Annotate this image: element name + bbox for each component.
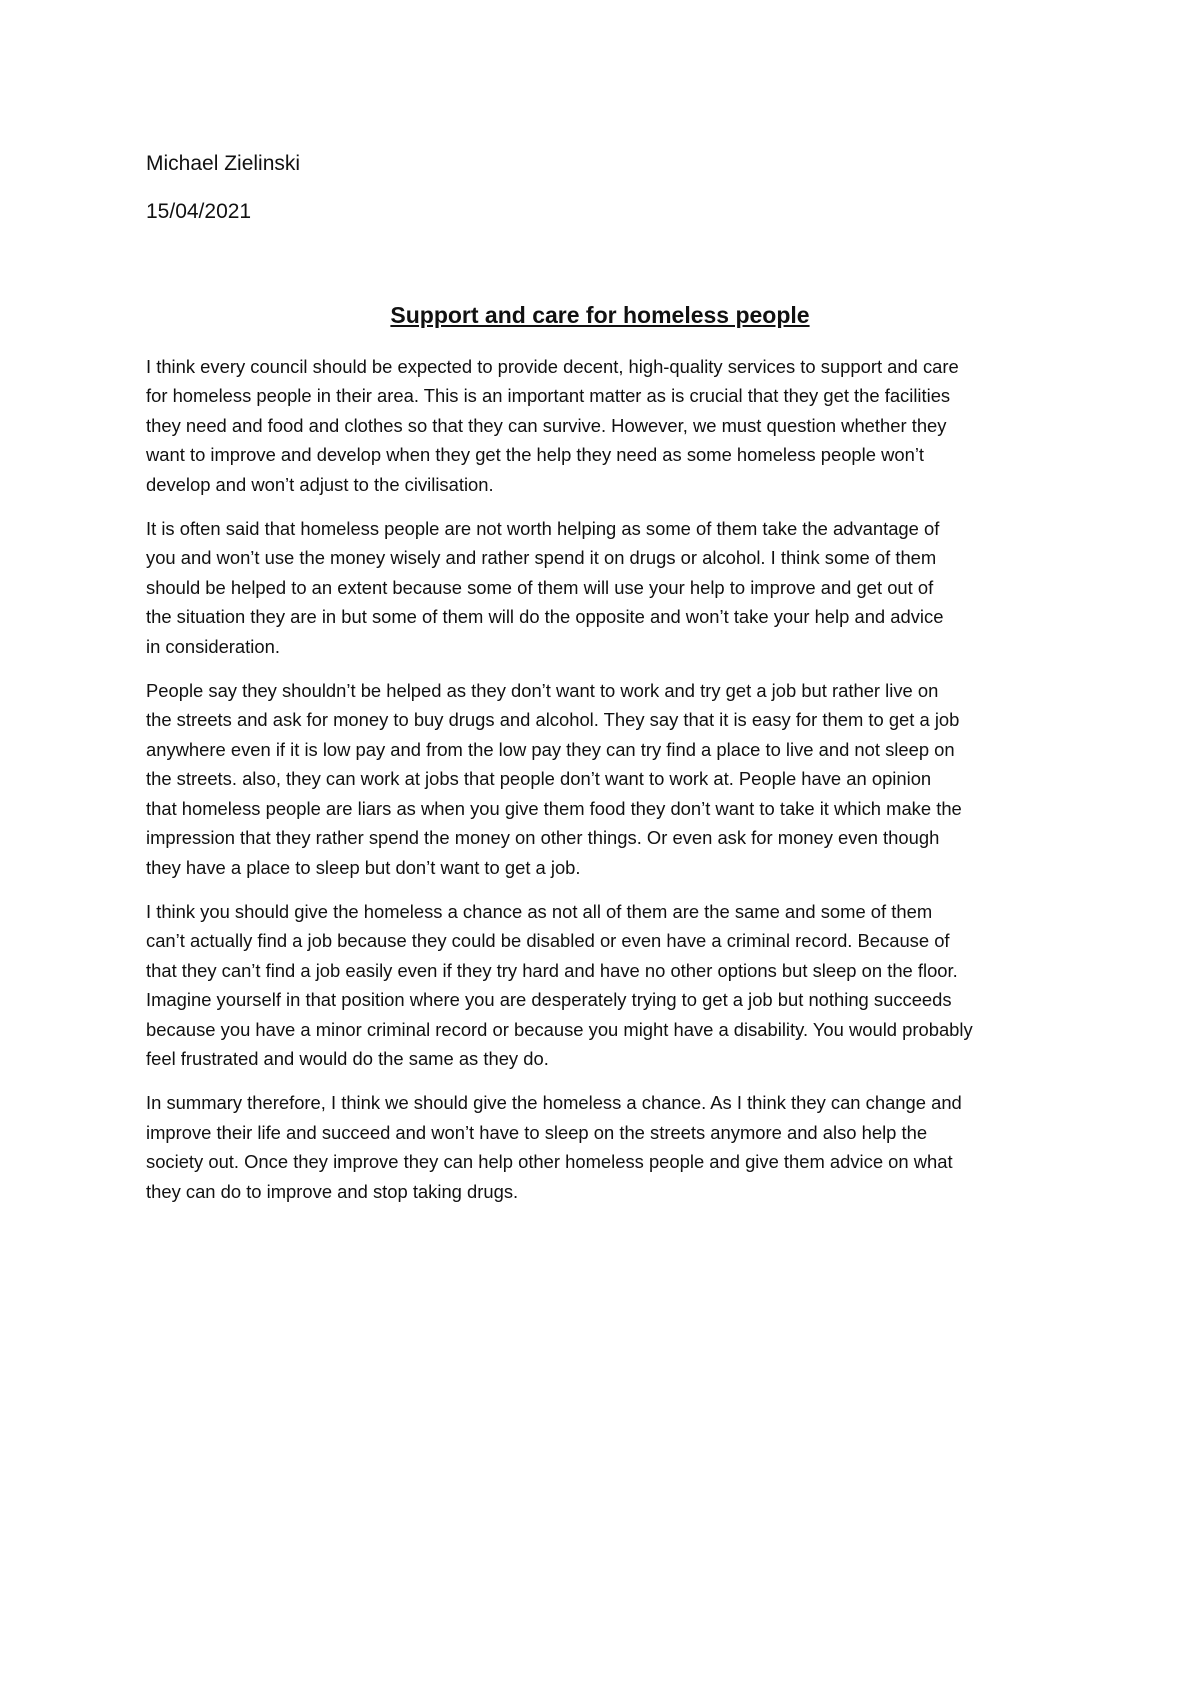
text-line: the situation they are in but some of them will do the opposite and won’t take your help and advice xyxy=(146,606,944,628)
text-line: In summary therefore, I think we should give the homeless a chance. As I think they can change and xyxy=(146,1092,962,1114)
essay-body xyxy=(146,352,1066,1221)
paragraph-summary xyxy=(146,1088,1066,1206)
text-line: that they can’t find a job easily even if they try hard and have no other options but sleep on the floor. xyxy=(146,959,958,981)
document-date: 15/04/2021 xyxy=(146,200,252,223)
text-line: society out. Once they improve they can help other homeless people and give them advice on what xyxy=(146,1151,953,1173)
text-line: impression that they rather spend the money on other things. Or even ask for money even though xyxy=(146,827,940,849)
text-line: the streets. also, they can work at jobs that people don’t want to work at. People have an opinion xyxy=(146,768,932,790)
text-line: the streets and ask for money to buy drugs and alcohol. They say that it is easy for them to get a job xyxy=(146,709,960,731)
text-line: It is often said that homeless people are not worth helping as some of them take the advantage of xyxy=(146,518,940,540)
text-line: want to improve and develop when they get the help they need as some homeless people won’t xyxy=(146,444,925,466)
text-line: I think every council should be expected to provide decent, high-quality services to support and care xyxy=(146,356,959,377)
text-line: improve their life and succeed and won’t have to sleep on the streets anymore and also help the xyxy=(146,1121,928,1143)
text-line: in consideration. xyxy=(146,635,280,657)
text-line: I think you should give the homeless a chance as not all of them are the same and some of them xyxy=(146,900,933,922)
text-line: People say they shouldn’t be helped as they don’t want to work and try get a job but rather live on xyxy=(146,680,939,702)
text-line: because you have a minor criminal record or because you might have a disability. You would probably xyxy=(146,1018,973,1040)
text-line: you and won’t use the money wisely and rather spend it on drugs or alcohol. I think some of them xyxy=(146,547,937,569)
text-line: develop and won’t adjust to the civilisation. xyxy=(146,473,494,495)
text-line: they can do to improve and stop taking drugs. xyxy=(146,1180,519,1202)
paragraph-public-opinion xyxy=(146,676,1066,882)
text-line: Imagine yourself in that position where you are desperately trying to get a job but nothing succeeds xyxy=(146,989,952,1011)
text-line: they need and food and clothes so that they can survive. However, we must question whether they xyxy=(146,414,947,436)
paragraph-argument-against xyxy=(146,514,1066,661)
author-name: Michael Zielinski xyxy=(146,152,301,175)
text-line: for homeless people in their area. This is an important matter as is crucial that they get the facilities xyxy=(146,385,951,407)
essay-title: Support and care for homeless people xyxy=(390,302,810,328)
text-line: can’t actually find a job because they could be disabled or even have a criminal record. Because of xyxy=(146,930,950,952)
text-line: they have a place to sleep but don’t want to get a job. xyxy=(146,856,581,878)
paragraph-counter-argument xyxy=(146,897,1066,1073)
text-line: feel frustrated and would do the same as they do. xyxy=(146,1047,549,1069)
text-line: that homeless people are liars as when you give them food they don’t want to take it which make the xyxy=(146,797,962,819)
text-line: should be helped to an extent because some of them will use your help to improve and get out of xyxy=(146,576,934,598)
paragraph-intro xyxy=(146,352,1066,499)
text-line: anywhere even if it is low pay and from the low pay they can try find a place to live and not sleep on xyxy=(146,738,955,760)
